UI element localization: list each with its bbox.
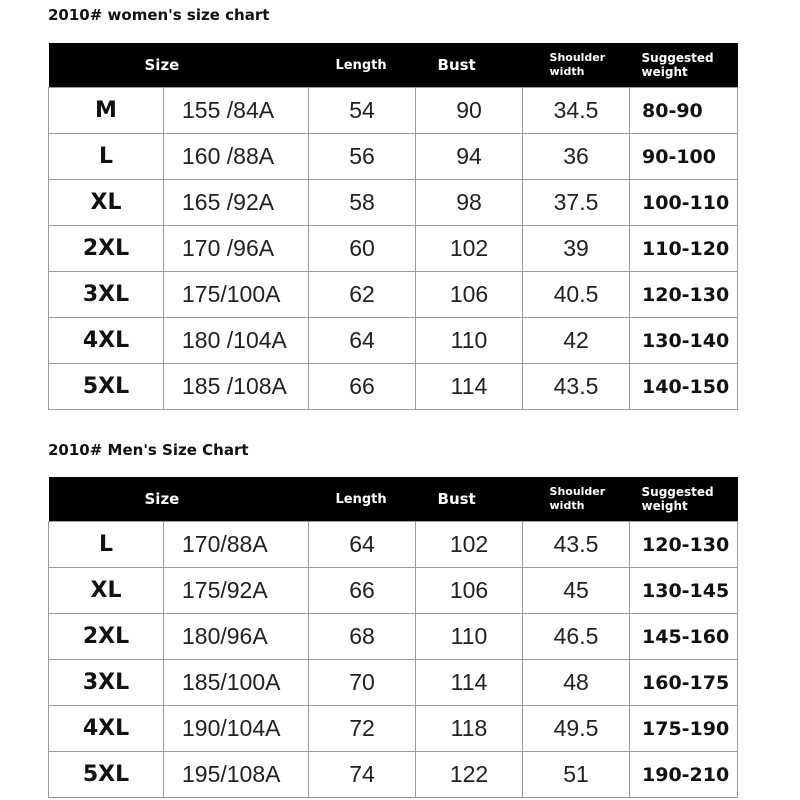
bust-cell: 122 — [416, 752, 523, 798]
height-cell: 175/92A — [164, 568, 309, 614]
length-cell: 60 — [309, 226, 416, 272]
table-row — [49, 660, 738, 706]
bust-cell: 102 — [416, 226, 523, 272]
header-suggested-weight-label: Suggested weight — [641, 51, 714, 79]
table-row — [49, 752, 738, 798]
height-cell: 195/108A — [164, 752, 309, 798]
shoulder-width-cell: 51 — [523, 752, 630, 798]
header-shoulder-width — [523, 477, 630, 522]
suggested-weight-cell: 90-100 — [630, 134, 738, 180]
men-size-chart-title: 2010# Men's Size Chart — [48, 441, 249, 459]
size-cell: 2XL — [49, 614, 164, 660]
header-size: Size — [49, 477, 309, 522]
size-cell: 3XL — [49, 660, 164, 706]
bust-cell: 114 — [416, 660, 523, 706]
table-row — [49, 88, 738, 134]
suggested-weight-cell: 145-160 — [630, 614, 738, 660]
table-row — [49, 364, 738, 410]
height-cell: 180 /104A — [164, 318, 309, 364]
suggested-weight-cell: 175-190 — [630, 706, 738, 752]
length-cell: 62 — [309, 272, 416, 318]
length-cell: 74 — [309, 752, 416, 798]
header-length: Length — [309, 477, 416, 522]
length-cell: 66 — [309, 568, 416, 614]
bust-cell: 110 — [416, 318, 523, 364]
suggested-weight-cell: 120-130 — [630, 522, 738, 568]
header-shoulder-width-label: Shoulder width — [549, 51, 606, 78]
shoulder-width-cell: 40.5 — [523, 272, 630, 318]
suggested-weight-cell: 130-145 — [630, 568, 738, 614]
height-cell: 170 /96A — [164, 226, 309, 272]
bust-cell: 110 — [416, 614, 523, 660]
size-cell: 5XL — [49, 752, 164, 798]
size-cell: XL — [49, 568, 164, 614]
suggested-weight-cell: 80-90 — [630, 88, 738, 134]
height-cell: 185 /108A — [164, 364, 309, 410]
header-bust: Bust — [416, 477, 523, 522]
size-cell: 5XL — [49, 364, 164, 410]
table-row — [49, 134, 738, 180]
height-cell: 180/96A — [164, 614, 309, 660]
suggested-weight-cell: 160-175 — [630, 660, 738, 706]
height-cell: 155 /84A — [164, 88, 309, 134]
shoulder-width-cell: 43.5 — [523, 364, 630, 410]
shoulder-width-cell: 37.5 — [523, 180, 630, 226]
shoulder-width-cell: 42 — [523, 318, 630, 364]
size-cell: M — [49, 88, 164, 134]
bust-cell: 102 — [416, 522, 523, 568]
men-size-table — [48, 477, 738, 798]
shoulder-width-cell: 34.5 — [523, 88, 630, 134]
size-cell: 4XL — [49, 706, 164, 752]
bust-cell: 94 — [416, 134, 523, 180]
header-suggested-weight-label: Suggested weight — [641, 485, 714, 513]
size-cell: 3XL — [49, 272, 164, 318]
size-cell: L — [49, 134, 164, 180]
size-cell: XL — [49, 180, 164, 226]
header-suggested-weight — [630, 43, 738, 88]
header-length: Length — [309, 43, 416, 88]
women-size-chart-title: 2010# women's size chart — [48, 6, 270, 24]
table-header-row — [49, 477, 738, 522]
table-row — [49, 522, 738, 568]
height-cell: 170/88A — [164, 522, 309, 568]
length-cell: 64 — [309, 522, 416, 568]
header-size: Size — [49, 43, 309, 88]
table-row — [49, 226, 738, 272]
bust-cell: 106 — [416, 568, 523, 614]
shoulder-width-cell: 43.5 — [523, 522, 630, 568]
length-cell: 72 — [309, 706, 416, 752]
table-row — [49, 180, 738, 226]
height-cell: 175/100A — [164, 272, 309, 318]
suggested-weight-cell: 140-150 — [630, 364, 738, 410]
length-cell: 54 — [309, 88, 416, 134]
header-shoulder-width-label: Shoulder width — [549, 485, 606, 512]
height-cell: 190/104A — [164, 706, 309, 752]
length-cell: 68 — [309, 614, 416, 660]
header-suggested-weight — [630, 477, 738, 522]
header-bust: Bust — [416, 43, 523, 88]
table-row — [49, 614, 738, 660]
length-cell: 70 — [309, 660, 416, 706]
table-row — [49, 272, 738, 318]
suggested-weight-cell: 100-110 — [630, 180, 738, 226]
length-cell: 64 — [309, 318, 416, 364]
height-cell: 165 /92A — [164, 180, 309, 226]
table-row — [49, 706, 738, 752]
bust-cell: 98 — [416, 180, 523, 226]
table-row — [49, 568, 738, 614]
suggested-weight-cell: 120-130 — [630, 272, 738, 318]
bust-cell: 90 — [416, 88, 523, 134]
suggested-weight-cell: 110-120 — [630, 226, 738, 272]
shoulder-width-cell: 39 — [523, 226, 630, 272]
bust-cell: 106 — [416, 272, 523, 318]
length-cell: 66 — [309, 364, 416, 410]
size-cell: L — [49, 522, 164, 568]
shoulder-width-cell: 36 — [523, 134, 630, 180]
shoulder-width-cell: 46.5 — [523, 614, 630, 660]
shoulder-width-cell: 45 — [523, 568, 630, 614]
suggested-weight-cell: 130-140 — [630, 318, 738, 364]
bust-cell: 114 — [416, 364, 523, 410]
shoulder-width-cell: 49.5 — [523, 706, 630, 752]
table-row — [49, 318, 738, 364]
height-cell: 185/100A — [164, 660, 309, 706]
header-shoulder-width — [523, 43, 630, 88]
shoulder-width-cell: 48 — [523, 660, 630, 706]
suggested-weight-cell: 190-210 — [630, 752, 738, 798]
bust-cell: 118 — [416, 706, 523, 752]
size-cell: 2XL — [49, 226, 164, 272]
size-cell: 4XL — [49, 318, 164, 364]
length-cell: 58 — [309, 180, 416, 226]
women-size-table — [48, 43, 738, 410]
length-cell: 56 — [309, 134, 416, 180]
table-header-row — [49, 43, 738, 88]
height-cell: 160 /88A — [164, 134, 309, 180]
